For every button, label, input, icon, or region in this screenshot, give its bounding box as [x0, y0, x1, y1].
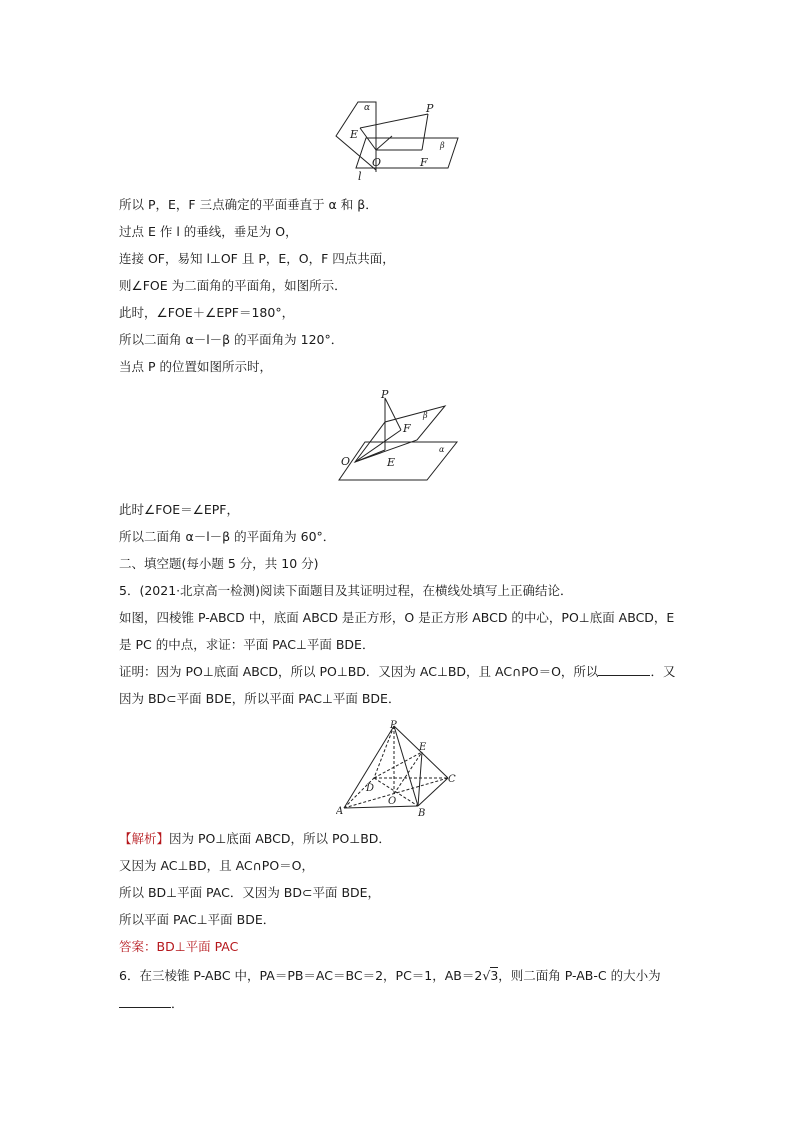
label-f: F — [420, 156, 428, 169]
label-p: P — [390, 720, 397, 731]
solution-tag: 【解析】 — [119, 831, 170, 846]
question-5-title: 5．(2021·北京高一检测)阅读下面题目及其证明过程，在横线处填写上正确结论． — [119, 583, 573, 598]
label-alpha: α — [439, 445, 445, 454]
q6-answer-blank[interactable] — [119, 996, 171, 1008]
solution-line-3: 所以 BD⊥平面 PAC．又因为 BD⊂平面 BDE， — [119, 885, 381, 900]
figure-dihedral-1 — [330, 98, 470, 182]
proof-text-b: ．又 — [650, 664, 676, 679]
solution-line-1 — [119, 831, 391, 847]
proof-line-2: 因为 BD⊂平面 BDE，所以平面 PAC⊥平面 BDE． — [119, 691, 401, 706]
text-line: 此时∠FOE＝∠EPF， — [119, 502, 239, 517]
figure-pyramid — [336, 718, 460, 818]
answer-blank[interactable] — [598, 664, 650, 676]
edge-ab — [344, 806, 418, 808]
text-line: 所以二面角 α－l－β 的平面角为 120°． — [119, 332, 344, 347]
label-f: F — [403, 422, 411, 435]
label-c: C — [448, 774, 456, 785]
question-5-body: 如图，四棱锥 P-ABCD 中，底面 ABCD 是正方形，O 是正方形 ABCD 的中心，PO⊥底面 ABCD，E — [119, 610, 675, 625]
label-a: A — [336, 806, 344, 817]
label-l: l — [358, 170, 362, 182]
text-line: 过点 E 作 l 的垂线，垂足为 O， — [119, 224, 298, 239]
plane-beta — [355, 406, 445, 462]
segment-eo — [360, 128, 376, 150]
label-alpha: α — [364, 103, 371, 113]
text-line: 所以二面角 α－l－β 的平面角为 60°． — [119, 529, 336, 544]
text-line: 连接 OF，易知 l⊥OF 且 P，E，O，F 四点共面， — [119, 251, 395, 266]
segment-ep — [360, 114, 428, 128]
text-line: 当点 P 的位置如图所示时， — [119, 359, 272, 374]
sqrt-radicand: 3 — [490, 968, 499, 983]
figure-dihedral-2-svg — [335, 388, 465, 486]
text-line: 此时，∠FOE＋∠EPF＝180°， — [119, 305, 295, 320]
question-5-body: 是 PC 的中点，求证：平面 PAC⊥平面 BDE． — [119, 637, 375, 652]
label-o: O — [388, 796, 397, 807]
segment-de — [374, 752, 422, 778]
figure-dihedral-1-svg — [330, 98, 470, 182]
question-6-answer-line — [119, 996, 184, 1012]
q6-text-a: 6．在三棱锥 P-ABC 中，PA＝PB＝AC＝BC＝2，PC＝1，AB＝2 — [119, 968, 483, 983]
edge-pd — [374, 726, 394, 778]
segment-oe — [394, 752, 422, 794]
sqrt-symbol: √ — [482, 968, 491, 983]
label-b: B — [418, 808, 426, 818]
text-line: 则∠FOE 为二面角的平面角，如图所示． — [119, 278, 347, 293]
answer-line: 答案：BD⊥平面 PAC — [119, 939, 239, 954]
proof-line-1 — [119, 664, 675, 680]
edge-pa — [344, 726, 397, 808]
solution-line-2: 又因为 AC⊥BD，且 AC∩PO＝O， — [119, 858, 315, 873]
label-o: O — [341, 455, 351, 468]
q6-text-b: ，则二面角 P-AB-C 的大小为 — [498, 968, 661, 983]
label-p: P — [381, 388, 389, 401]
figure-pyramid-svg — [336, 718, 460, 818]
label-p: P — [426, 102, 434, 115]
section-heading: 二、填空题(每小题 5 分，共 10 分) — [119, 556, 319, 571]
figure-dihedral-2 — [335, 388, 465, 486]
proof-text-a: 证明：因为 PO⊥底面 ABCD，所以 PO⊥BD．又因为 AC⊥BD，且 AC∩PO＝O，所以 — [119, 664, 599, 679]
label-e: E — [387, 456, 396, 469]
segment-pf — [422, 114, 428, 150]
solution-text: 因为 PO⊥底面 ABCD，所以 PO⊥BD． — [169, 831, 391, 846]
q6-end: ． — [171, 996, 184, 1011]
label-beta: β — [423, 411, 428, 420]
question-6 — [119, 968, 661, 984]
label-d: D — [366, 783, 375, 794]
label-o: O — [372, 156, 382, 169]
segment-pf — [385, 398, 401, 430]
solution-line-4: 所以平面 PAC⊥平面 BDE． — [119, 912, 276, 927]
text-line: 所以 P，E，F 三点确定的平面垂直于 α 和 β． — [119, 197, 378, 212]
segment-be — [418, 752, 422, 806]
label-e: E — [350, 128, 359, 141]
label-beta: β — [440, 141, 445, 150]
label-e: E — [419, 742, 427, 753]
